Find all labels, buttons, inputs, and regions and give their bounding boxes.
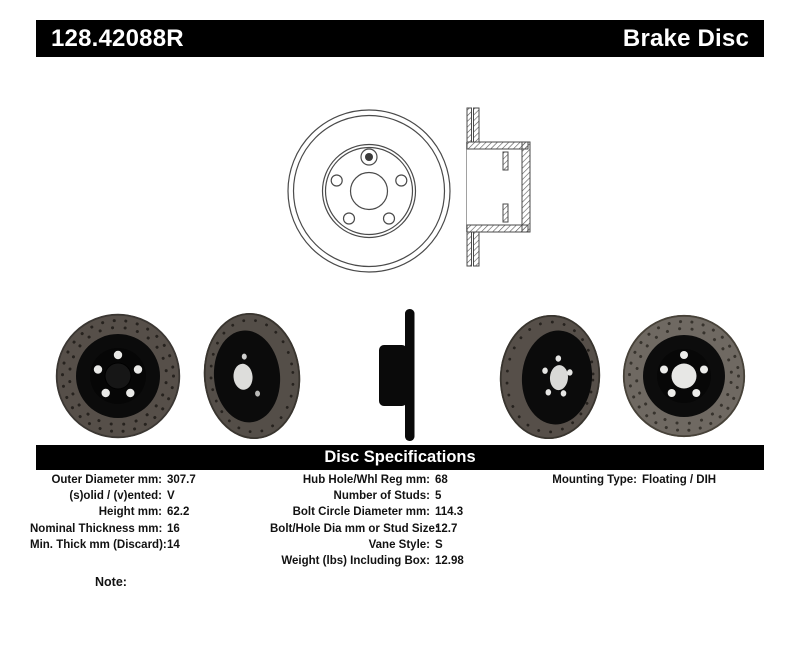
spec-column-middle <box>270 472 464 569</box>
technical-drawing <box>270 92 550 287</box>
spec-label: Hub Hole/Whl Reg mm: <box>302 474 430 486</box>
spec-value: V <box>167 490 175 503</box>
spec-label: Vane Style: <box>368 538 430 551</box>
part-number: 128.42088R <box>51 24 184 52</box>
hat-drum-silhouette <box>379 345 407 406</box>
center-bore <box>672 364 697 389</box>
disc-cross-section-drawing <box>467 108 531 266</box>
spec-label: Bolt/Hole Dia mm or Stud Size: <box>270 522 439 535</box>
spec-row <box>270 553 464 569</box>
spec-label: Height mm: <box>98 506 162 519</box>
part-number-bar <box>36 20 764 57</box>
disc-specifications-bar <box>36 445 764 470</box>
product-photo-front-right <box>622 314 746 438</box>
spec-label: Number of Studs: <box>333 490 430 503</box>
product-photo-angled-left <box>202 312 302 440</box>
locating-hole-drawing <box>361 149 377 165</box>
spec-label: Nominal Thickness mm: <box>30 522 163 535</box>
spec-value: 114.3 <box>435 506 464 519</box>
spec-row <box>30 521 196 537</box>
center-bore <box>105 363 131 389</box>
spec-value: S <box>435 538 443 551</box>
spec-row <box>30 504 196 520</box>
spec-column-right <box>545 472 716 488</box>
spec-value: 307.7 <box>167 474 196 486</box>
spec-column-left <box>30 472 196 553</box>
spec-row <box>30 537 196 553</box>
product-photo-side <box>378 308 421 442</box>
stud-holes-drawing <box>331 175 407 224</box>
spec-label: (s)olid / (v)ented: <box>69 490 162 503</box>
spec-value: 5 <box>435 490 442 503</box>
spec-row <box>270 488 464 504</box>
spec-value: 12.7 <box>435 522 458 535</box>
spec-value: 62.2 <box>167 506 190 519</box>
spec-row <box>545 472 716 488</box>
spec-row <box>30 472 196 488</box>
spec-label: Outer Diameter mm: <box>51 474 162 486</box>
spec-value: 14 <box>167 538 180 551</box>
spec-value: Floating / DIH <box>642 474 717 486</box>
spec-row <box>270 521 464 537</box>
spec-row <box>270 537 464 553</box>
spec-row <box>30 488 196 504</box>
product-photo-angled-right <box>498 314 602 440</box>
center-bore-drawing <box>351 173 388 210</box>
spec-value: 12.98 <box>435 555 464 568</box>
spec-label: Bolt Circle Diameter mm: <box>292 506 430 519</box>
spec-label: Mounting Type: <box>552 474 637 486</box>
product-photo-front-left <box>55 313 181 439</box>
spec-value: 16 <box>167 522 180 535</box>
spec-row <box>270 472 464 488</box>
product-type-label: Brake Disc <box>622 24 749 52</box>
disc-front-drawing <box>288 110 450 272</box>
disc-specifications-title: Disc Specifications <box>324 448 476 466</box>
spec-value: 68 <box>435 474 448 486</box>
spec-label: Weight (lbs) Including Box: <box>281 555 430 568</box>
note-label: Note: <box>95 575 127 589</box>
spec-label: Min. Thick mm (Discard): <box>30 538 167 551</box>
spec-row <box>270 504 464 520</box>
